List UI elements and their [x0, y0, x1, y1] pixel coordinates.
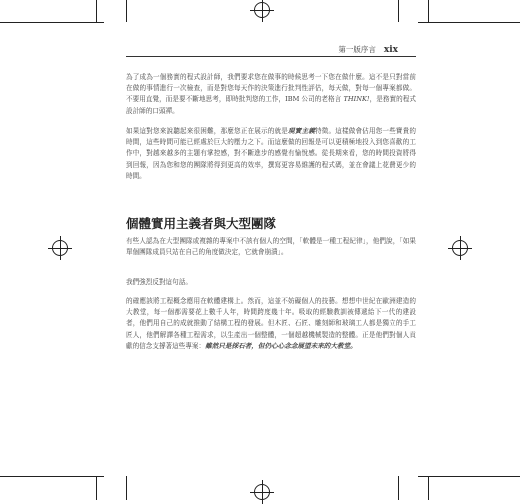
crop-mark	[126, 476, 127, 500]
section-heading: 個體實用主義者與大型團隊	[126, 216, 277, 231]
paragraph-text: ，是務實的程式設計師的口頭禪。	[126, 95, 416, 115]
registration-mark-icon	[254, 484, 270, 500]
crop-mark	[0, 22, 104, 23]
crop-mark	[398, 0, 399, 22]
crop-mark	[428, 476, 429, 500]
page-number: xix	[383, 45, 398, 55]
crop-mark	[418, 22, 520, 23]
crop-mark	[428, 0, 429, 22]
emphasis-text: THINK!	[343, 95, 370, 104]
crop-mark	[126, 0, 127, 22]
paragraph-1	[126, 72, 416, 117]
paragraph-2	[126, 126, 416, 182]
paragraph-3: 有些人認為在大型團隊或複雜的專案中不該有個人的空間，「軟體是一種工程紀律」，他們說，「如果單個團隊成員只站在自己的角度做決定，它就會崩潰」。	[126, 237, 416, 257]
paragraph-text: 為了成為一個務實的程式設計師，我們要求您在做事的時候思考一下您在做什麼。這不是只對當前在做的事情進行一次檢查，而是對您每天作的決策進行批判性評估，每天做，對每一個專案都做。不要用直覺，而是要不斷地思考，即時批判您的工作，IBM 公司的老格言	[126, 73, 416, 104]
registration-mark-icon	[52, 240, 68, 256]
paragraph-text: 的確應該將工程概念應用在軟體建構上。然而，這並不妨礙個人的技藝。想想中世紀在歐洲建造的大教堂，每一個都需要花上數千人年，時間跨度幾十年。吸取的經驗教訓被傳遞給下一代的建設者，他們用自己的成就推動了結構工程的發展。但木匠、石匠、雕刻師和玻璃工人都是獨立的手工匠人，他們解譯各種工程需求，以生產出一個整體，一個超越機械製造的整體。正是他們對個人貢獻的信念支撐著這些專案：	[126, 297, 416, 350]
paragraph-4: 我們強烈反對這句話。	[126, 278, 192, 286]
crop-mark	[398, 476, 399, 500]
registration-mark-icon	[254, 2, 270, 18]
crop-mark	[96, 0, 97, 22]
paragraph-text: 特徵。這樣做會佔用您一些寶貴的時間，這些時間可能已經處於巨大的壓力之下。而這麼做的回報是可以更積極地投入到您喜歡的工作中，對越來越多的主題有掌控感，對不斷進步的感覺有愉悅感。從長期來看，您的時間投資將得到回報，因為您和您的團隊將得到更高的效率，撰寫更容易維護的程式碼，並在會議上花費更少的時間。	[126, 127, 417, 180]
emphasis-text: 現實主義	[287, 127, 315, 135]
chapter-title: 第一版序言	[338, 45, 376, 54]
paragraph-5	[126, 296, 416, 352]
running-header	[338, 44, 398, 55]
header-rule	[126, 56, 416, 57]
crop-mark	[0, 476, 104, 477]
registration-mark-icon	[452, 240, 468, 256]
crop-mark	[96, 476, 97, 500]
crop-mark	[418, 476, 520, 477]
paragraph-text: 如果這對您來說聽起來很困難，那麼您正在展示的就是	[126, 127, 288, 135]
quote-text: 雖然只是採石者，但仍心心念念展望未來的大教堂。	[205, 341, 357, 350]
